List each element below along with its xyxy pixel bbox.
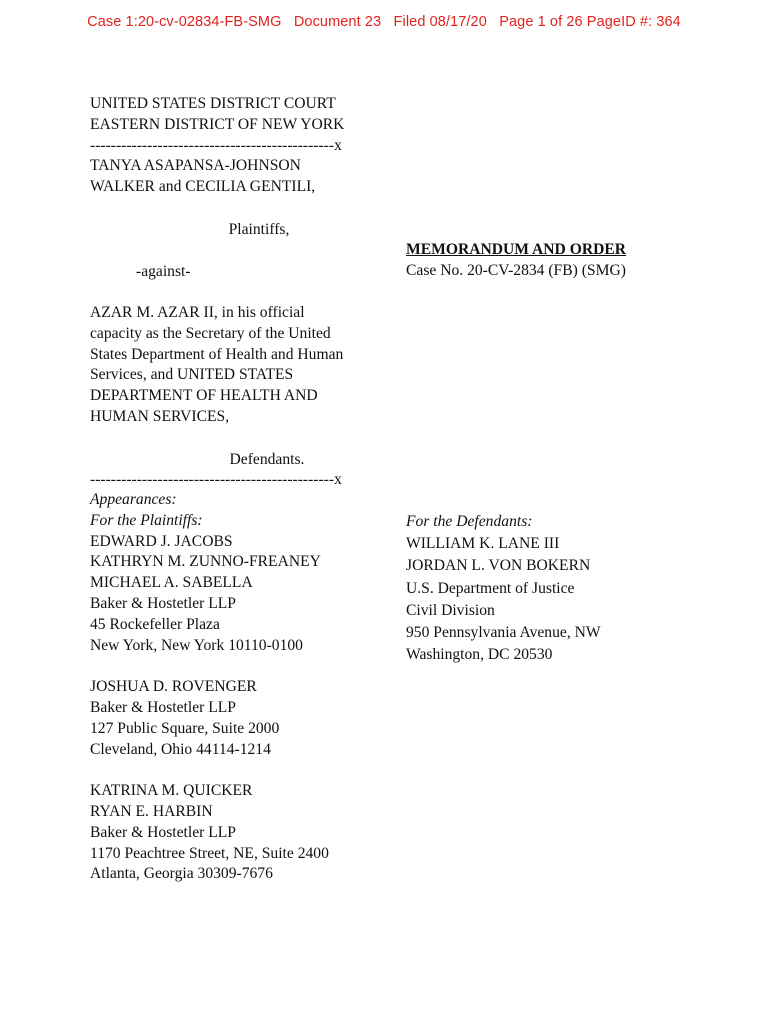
defendants-names bbox=[90, 303, 343, 428]
caption-rule-top: -----------------------------------------------x bbox=[90, 136, 342, 154]
counsel-line: 950 Pennsylvania Avenue, NW bbox=[406, 624, 601, 642]
appearances-defendants bbox=[406, 511, 601, 666]
against-label: -against- bbox=[136, 263, 191, 280]
counsel-line: 127 Public Square, Suite 2000 bbox=[90, 719, 280, 737]
defendants-counsel-heading: For the Defendants: bbox=[406, 513, 533, 530]
counsel-line: JORDAN L. VON BOKERN bbox=[406, 557, 591, 575]
counsel-line: 1170 Peachtree Street, NE, Suite 2400 bbox=[90, 844, 329, 862]
counsel-line: KATHRYN M. ZUNNO-FREANEY bbox=[90, 553, 321, 571]
defendants-line: States Department of Health and Human bbox=[90, 345, 344, 363]
defendants-line: capacity as the Secretary of the United bbox=[90, 324, 331, 342]
plaintiffs-label: Plaintiffs, bbox=[228, 221, 290, 238]
plaintiffs-line-2: WALKER and CECILIA GENTILI, bbox=[90, 178, 316, 196]
counsel-line: Baker & Hostetler LLP bbox=[90, 698, 236, 716]
defendants-label: Defendants. bbox=[229, 451, 305, 468]
counsel-line: MICHAEL A. SABELLA bbox=[90, 574, 253, 592]
counsel-line: Baker & Hostetler LLP bbox=[90, 594, 236, 612]
counsel-line: RYAN E. HARBIN bbox=[90, 802, 213, 820]
counsel-line: KATRINA M. QUICKER bbox=[90, 782, 253, 800]
counsel-line: Baker & Hostetler LLP bbox=[90, 823, 236, 841]
document-title-block bbox=[406, 240, 626, 282]
counsel-line: New York, New York 10110-0100 bbox=[90, 636, 303, 654]
ecf-header-stamp: Case 1:20-cv-02834-FB-SMG Document 23 Filed 08/17/20 Page 1 of 26 PageID #: 364 bbox=[87, 14, 681, 30]
counsel-line: Washington, DC 20530 bbox=[406, 646, 553, 664]
defendants-line: AZAR M. AZAR II, in his official bbox=[90, 304, 305, 321]
spacer bbox=[90, 656, 329, 677]
appearances-plaintiffs bbox=[90, 490, 329, 885]
defendants-line: HUMAN SERVICES, bbox=[90, 407, 230, 425]
court-line-1: UNITED STATES DISTRICT COURT bbox=[90, 95, 336, 112]
counsel-line: Cleveland, Ohio 44114-1214 bbox=[90, 740, 271, 758]
defendants-line: DEPARTMENT OF HEALTH AND bbox=[90, 387, 318, 405]
spacer bbox=[90, 760, 329, 781]
court-line-2: EASTERN DISTRICT OF NEW YORK bbox=[90, 115, 345, 133]
counsel-line: U.S. Department of Justice bbox=[406, 579, 575, 597]
document-title: MEMORANDUM AND ORDER bbox=[406, 241, 627, 258]
plaintiffs-counsel-heading: For the Plaintiffs: bbox=[90, 511, 203, 529]
counsel-line: JOSHUA D. ROVENGER bbox=[90, 678, 257, 696]
defendants-line: Services, and UNITED STATES bbox=[90, 366, 294, 384]
counsel-line: WILLIAM K. LANE III bbox=[406, 535, 560, 553]
case-number: Case No. 20-CV-2834 (FB) (SMG) bbox=[406, 261, 626, 279]
court-name bbox=[90, 94, 344, 198]
counsel-line: EDWARD J. JACOBS bbox=[90, 532, 233, 550]
counsel-line: 45 Rockefeller Plaza bbox=[90, 615, 220, 633]
plaintiffs-line-1: TANYA ASAPANSA-JOHNSON bbox=[90, 157, 301, 175]
counsel-line: Atlanta, Georgia 30309-7676 bbox=[90, 865, 273, 883]
caption-rule-bottom: -----------------------------------------------x bbox=[90, 471, 342, 488]
counsel-line: Civil Division bbox=[406, 601, 495, 619]
appearances-heading: Appearances: bbox=[90, 491, 177, 508]
